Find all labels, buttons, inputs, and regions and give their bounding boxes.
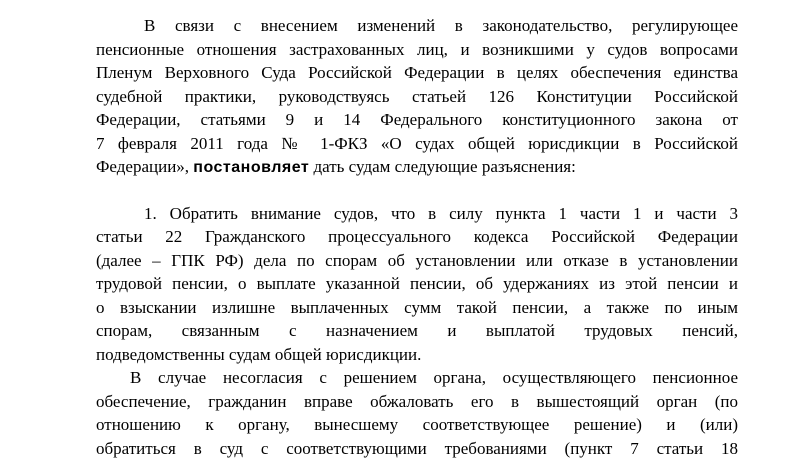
paragraph-1-line-6: 7 февраля 2011 года № 1-ФКЗ «О судах общей юрисдикции в Российской: [96, 134, 738, 153]
operative-word-postanovlyaet: постановляет: [193, 159, 310, 176]
paragraph-3-line-2: обеспечение, гражданин вправе обжаловать его в вышестоящий орган (по: [96, 392, 738, 411]
paragraph-3-line-1: В случае несогласия с решением органа, осуществляющего пенсионное: [130, 368, 738, 387]
paragraph-1-line-5: Федерации, статьями 9 и 14 Федерального конституционного закона от: [96, 110, 738, 129]
paragraph-1-line-4: судебной практики, руководствуясь статьей 126 Конституции Российской: [96, 87, 738, 106]
paragraph-1-final-prefix: Федерации»,: [96, 157, 190, 176]
paragraph-1-line-7: [96, 157, 738, 178]
paragraph-2-line-1: 1. Обратить внимание судов, что в силу пункта 1 части 1 и части 3: [144, 204, 738, 223]
paragraph-2-line-5: о взыскании излишне выплаченных сумм такой пенсии, а также по иным: [96, 298, 738, 317]
paragraph-2-line-7: подведомственны судам общей юрисдикции.: [96, 345, 422, 364]
paragraph-1-line-1: В связи с внесением изменений в законодательство, регулирующее: [144, 16, 738, 35]
paragraph-3-line-4: обратиться в суд с соответствующими требованиями (пункт 7 статьи 18: [96, 439, 738, 458]
paragraph-1-final-suffix: дать судам следующие разъяснения:: [313, 157, 576, 176]
paragraph-1-line-3: Пленум Верховного Суда Российской Федерации в целях обеспечения единства: [96, 63, 738, 82]
paragraph-2-line-6: спорам, связанным с назначением и выплатой трудовых пенсий,: [96, 321, 738, 340]
paragraph-2-line-4: трудовой пенсии, о выплате указанной пенсии, об удержаниях из этой пенсии и: [96, 274, 738, 293]
paragraph-2-line-2: статьи 22 Гражданского процессуального кодекса Российской Федерации: [96, 227, 738, 246]
paragraph-2-line-3: (далее – ГПК РФ) дела по спорам об установлении или отказе в установлении: [96, 251, 738, 270]
paragraph-3-line-3: отношению к органу, вынесшему соответствующее решение) и (или): [96, 415, 738, 434]
paragraph-1-line-2: пенсионные отношения застрахованных лиц, и возникшими у судов вопросами: [96, 40, 738, 59]
